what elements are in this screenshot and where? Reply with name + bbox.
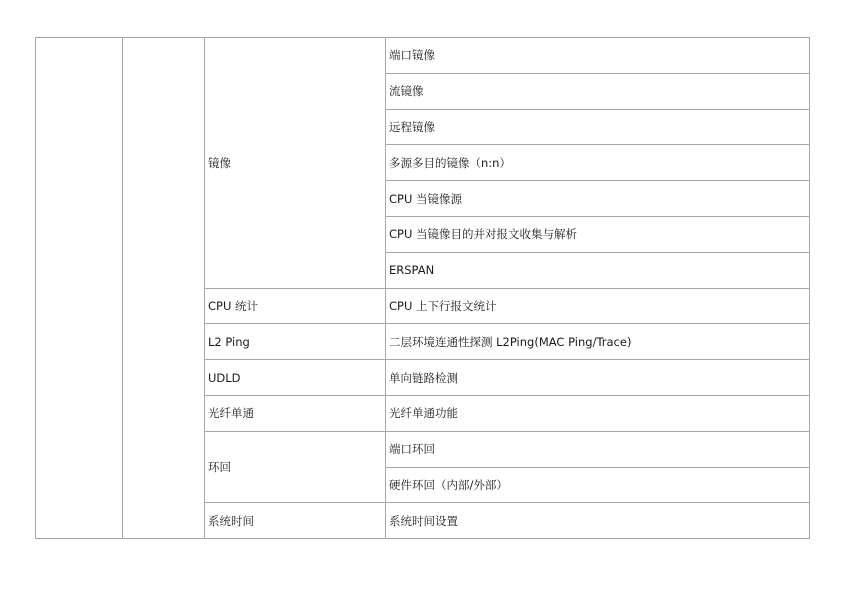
item-cell: 端口镜像 xyxy=(386,38,810,74)
feature-spec-table xyxy=(35,37,810,539)
feature-cell-systime: 系统时间 xyxy=(205,503,386,539)
item-cell: 二层环境连通性探测 L2Ping(MAC Ping/Trace) xyxy=(386,324,810,360)
item-cell: 远程镜像 xyxy=(386,109,810,145)
item-cell: 硬件环回（内部/外部） xyxy=(386,467,810,503)
item-cell: 单向链路检测 xyxy=(386,360,810,396)
item-cell: 多源多目的镜像（n:n） xyxy=(386,145,810,181)
item-cell: CPU 当镜像目的并对报文收集与解析 xyxy=(386,216,810,252)
item-cell: CPU 当镜像源 xyxy=(386,181,810,217)
feature-cell-cpu-stats: CPU 统计 xyxy=(205,288,386,324)
item-cell: CPU 上下行报文统计 xyxy=(386,288,810,324)
table-row xyxy=(36,38,810,74)
item-cell: 流镜像 xyxy=(386,73,810,109)
item-cell: 端口环回 xyxy=(386,431,810,467)
category-cell-level1 xyxy=(36,38,123,539)
item-cell: 系统时间设置 xyxy=(386,503,810,539)
feature-cell-l2ping: L2 Ping xyxy=(205,324,386,360)
feature-cell-udld: UDLD xyxy=(205,360,386,396)
category-cell-level2 xyxy=(123,38,205,539)
feature-cell-loopback: 环回 xyxy=(205,431,386,503)
item-cell: ERSPAN xyxy=(386,252,810,288)
item-cell: 光纤单通功能 xyxy=(386,395,810,431)
feature-cell-mirror: 镜像 xyxy=(205,38,386,289)
feature-cell-fiber: 光纤单通 xyxy=(205,395,386,431)
